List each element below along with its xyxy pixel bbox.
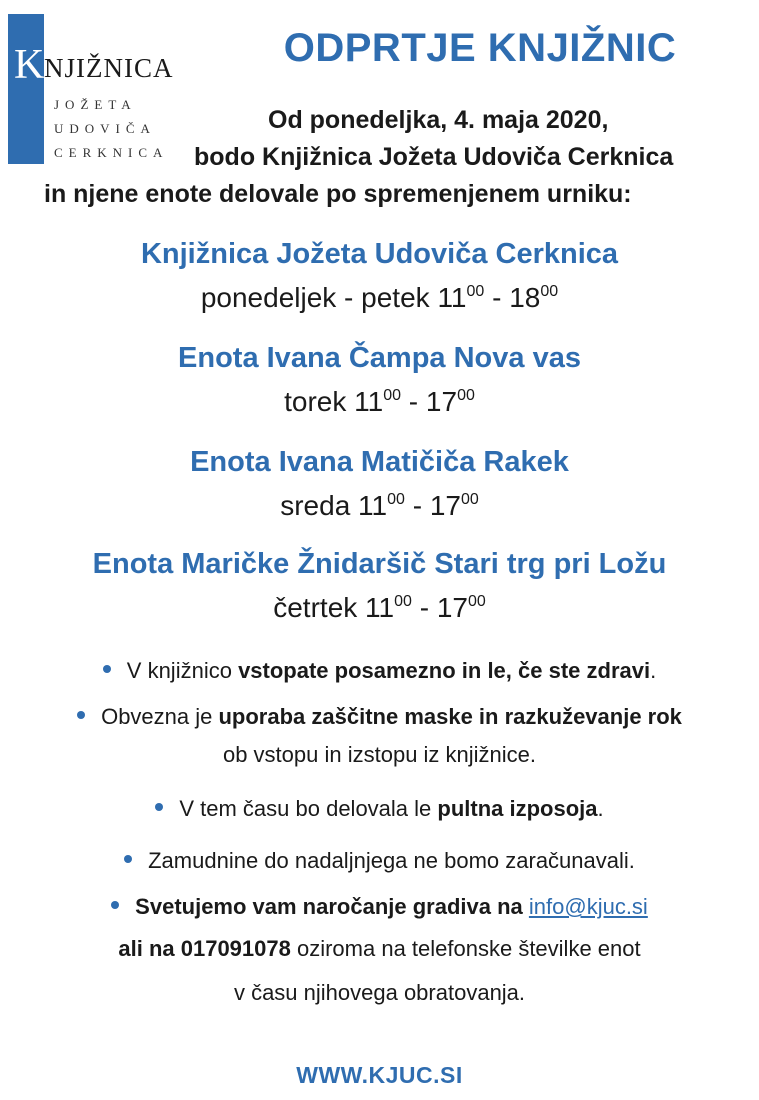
intro-line-2: bodo Knjižnica Jožeta Udoviča Cerknica (194, 143, 674, 171)
page-title: ODPRTJE KNJIŽNIC (283, 26, 677, 70)
library-days: torek (284, 386, 347, 417)
open-hour: 11 (437, 282, 467, 313)
library-days: sreda (280, 490, 351, 521)
bullet-icon (111, 901, 119, 909)
note-mask-rule-continued: ob vstopu in izstopu iz knjižnice. (222, 742, 537, 767)
open-hour: 11 (358, 490, 388, 521)
note-ordering-phone (0, 936, 759, 962)
close-hour: 18 (509, 282, 541, 313)
logo-line-2: UDOVIČA (54, 121, 156, 136)
close-hour: 17 (425, 386, 458, 417)
note-emphasis: uporaba zaščitne maske in razkuževanje rok (218, 704, 682, 729)
open-minute: 00 (383, 387, 402, 404)
bullet-icon (124, 855, 132, 863)
note-mask-rule (0, 704, 759, 730)
note-lending (0, 796, 759, 822)
note-text: V knjižnico (126, 658, 239, 683)
open-hour: 11 (365, 592, 395, 623)
library-name: Enota Ivana Matičiča Rakek (190, 446, 569, 478)
intro-line-1: Od ponedeljka, 4. maja 2020, (268, 106, 609, 134)
library-hours: četrtek $11^{00} - 17^{00}$ (273, 592, 486, 623)
bullet-icon (103, 665, 111, 673)
logo-line-3: CERKNICA (54, 145, 169, 160)
logo-name: NJIŽNICA (44, 53, 174, 83)
bullet-icon (155, 803, 163, 811)
open-minute: 00 (394, 593, 412, 610)
close-minute: 00 (540, 283, 559, 300)
library-days: ponedeljek - petek (200, 282, 430, 313)
note-emphasis: pultna izposoja (437, 796, 598, 821)
library-logo (8, 14, 178, 164)
close-hour: 17 (436, 592, 468, 623)
library-hours: sreda $11^{00} - 17^{00}$ (280, 490, 479, 521)
note-text: V tem času bo delovala le (179, 796, 438, 821)
phone-number: ali na 017091078 (118, 936, 291, 961)
library-hours: ponedeljek - petek $11^{00} - 18^{00}$ (200, 282, 559, 313)
note-entry-rule (0, 658, 759, 684)
logo-initial: K (14, 42, 45, 88)
note-ordering (0, 894, 759, 920)
website-link[interactable]: WWW.KJUC.SI (296, 1062, 463, 1088)
open-minute: 00 (466, 283, 485, 300)
library-name: Knjižnica Jožeta Udoviča Cerknica (140, 238, 619, 270)
close-minute: 00 (467, 593, 486, 610)
library-name: Enota Ivana Čampa Nova vas (178, 342, 581, 374)
logo-blue-bar (8, 14, 44, 164)
note-text: Zamudnine do nadaljnjega ne bomo zaračunavali. (148, 848, 635, 873)
close-minute: 00 (457, 387, 475, 404)
close-hour: 17 (429, 490, 461, 521)
library-name: Enota Maričke Žnidaršič Stari trg pri Ložu (92, 548, 667, 580)
close-minute: 00 (460, 491, 479, 508)
email-link[interactable]: info@kjuc.si (528, 894, 648, 919)
open-minute: 00 (387, 491, 405, 508)
note-late-fees (0, 848, 759, 874)
bullet-icon (77, 711, 85, 719)
library-days: četrtek (273, 592, 358, 623)
logo-line-1: JOŽETA (54, 97, 137, 112)
note-text: . (650, 658, 657, 683)
note-emphasis: vstopate posamezno in le, če ste zdravi (238, 658, 651, 683)
note-text: . (597, 796, 604, 821)
note-text: oziroma na telefonske številke enot (290, 936, 641, 961)
library-hours: torek $11^{00} - 17^{00}$ (284, 386, 475, 417)
open-hour: 11 (354, 386, 384, 417)
intro-line-3: in njene enote delovale po spremenjenem urniku: (44, 180, 632, 208)
note-text: Obvezna je (101, 704, 219, 729)
note-emphasis: Svetujemo vam naročanje gradiva na (135, 894, 529, 919)
note-ordering-hours: v času njihovega obratovanja. (233, 980, 526, 1005)
